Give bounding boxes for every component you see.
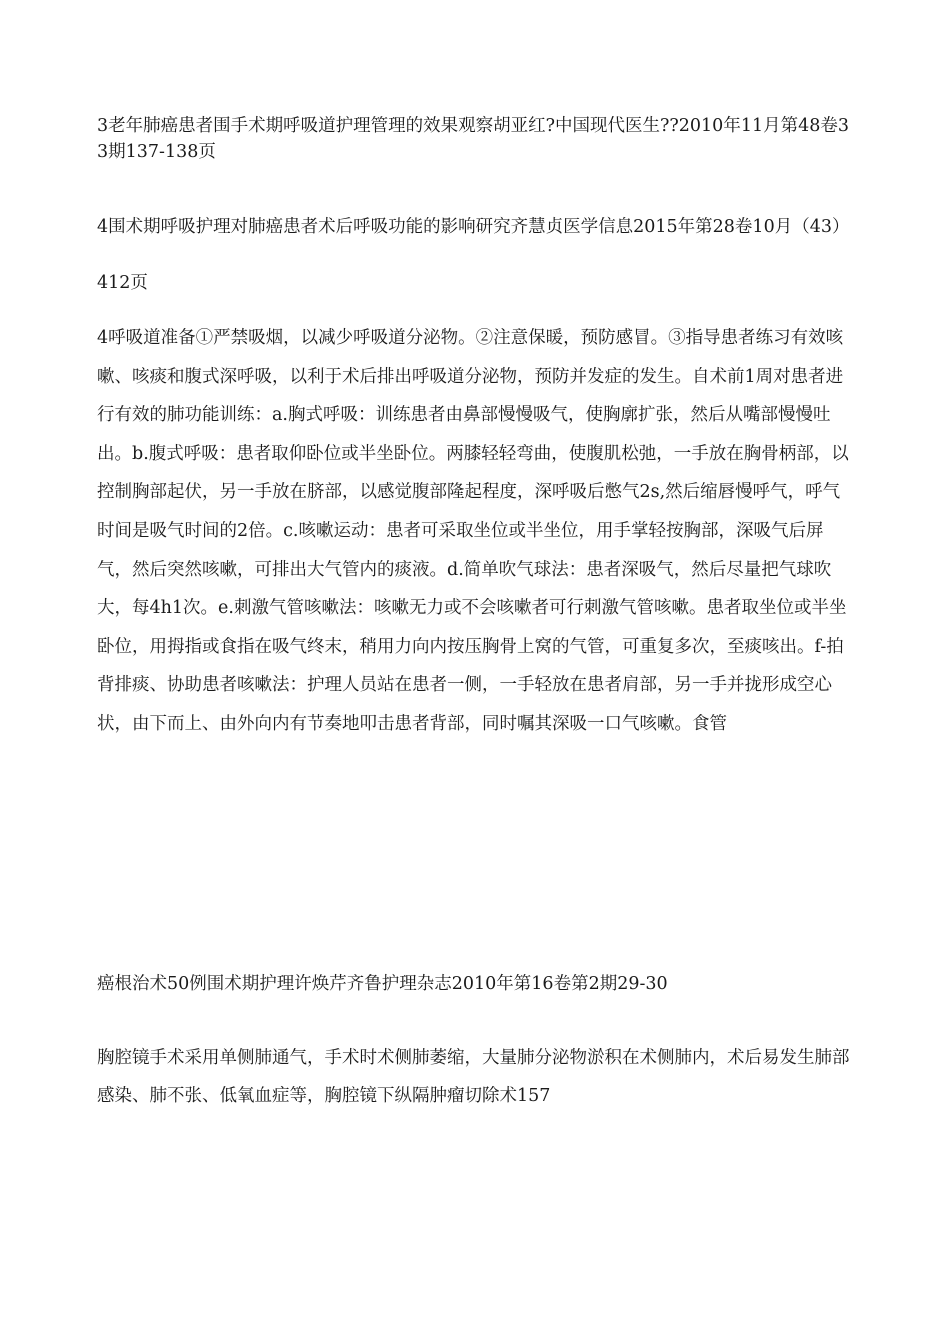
thoracoscopy-paragraph: 胸腔镜手术采用单侧肺通气，手术时术侧肺萎缩，大量肺分泌物淤积在术侧肺内，术后易发生肺部感染、肺不张、低氧血症等，胸腔镜下纵隔肿瘤切除术157 [97, 1048, 850, 1106]
airway-preparation-paragraph: 4呼吸道准备①严禁吸烟，以减少呼吸道分泌物。②注意保暖，预防感冒。③指导患者练习有效咳嗽、咳痰和腹式深呼吸，以利于术后排出呼吸道分泌物，预防并发症的发生。自术前1周对患者进行有效的肺功能训练：a.胸式呼吸：训练患者由鼻部慢慢吸气，使胸廓扩张，然后从嘴部慢慢吐出。b.腹式呼吸：患者取仰卧位或半坐卧位。两膝轻轻弯曲，使腹肌松弛，一手放在胸骨柄部，以控制胸部起伏，另一手放在脐部，以感觉腹部隆起程度，深呼吸后憋气2s,然后缩唇慢呼气，呼气时间是吸气时间的2倍。c.咳嗽运动：患者可采取坐位或半坐位，用手掌轻按胸部，深吸气后屏气，然后突然咳嗽，可排出大气管内的痰液。d.简单吹气球法：患者深吸气，然后尽量把气球吹大，每4h1次。e.刺激气管咳嗽法：咳嗽无力或不会咳嗽者可行刺激气管咳嗽。患者取坐位或半坐卧位，用拇指或食指在吸气终末，稍用力向内按压胸骨上窝的气管，可重复多次，至痰咳出。f-拍背排痰、协助患者咳嗽法：护理人员站在患者一侧，一手轻放在患者肩部，另一手并拢形成空心状，由下而上、由外向内有节奏地叩击患者背部，同时嘱其深吸一口气咳嗽。食管 [97, 328, 849, 734]
reference-3: 3老年肺癌患者围手术期呼吸道护理管理的效果观察胡亚红?中国现代医生??2010年11月第48卷33期137-138页 [97, 116, 849, 162]
reference-5: 癌根治术50例围术期护理许焕芹齐鲁护理杂志2010年第16卷第2期29-30 [97, 974, 668, 994]
reference-4: 4围术期呼吸护理对肺癌患者术后呼吸功能的影响研究齐慧贞医学信息2015年第28卷10月（43）412页 [97, 217, 850, 293]
